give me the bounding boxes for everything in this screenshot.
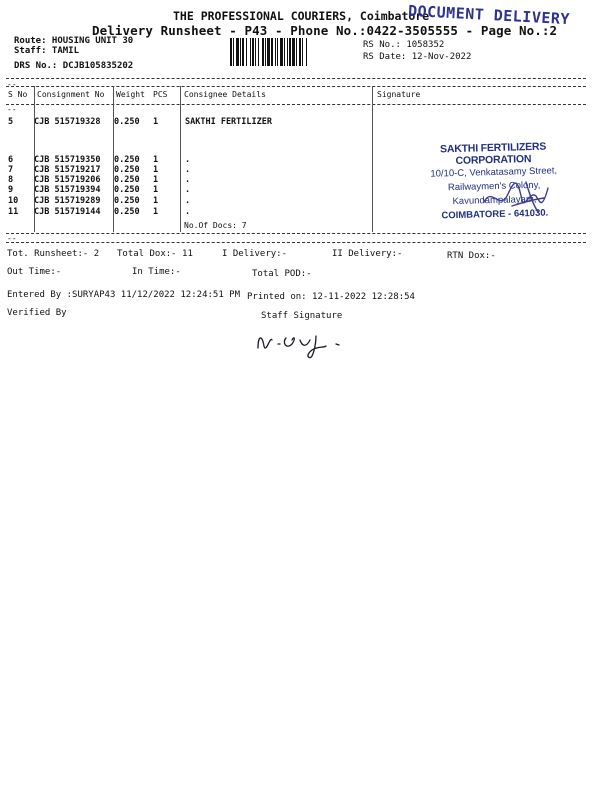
col-line bbox=[372, 86, 373, 232]
row-consignee: . bbox=[185, 165, 191, 175]
rs-number: RS No.: 1058352 bbox=[363, 40, 445, 50]
col-weight: Weight bbox=[116, 90, 145, 99]
route-label: Route: HOUSING UNIT 30 bbox=[14, 36, 134, 46]
row-consignee: . bbox=[185, 175, 191, 185]
barcode-bar bbox=[277, 38, 278, 66]
barcode-bar bbox=[284, 38, 285, 66]
row-weight: 0.250 bbox=[114, 196, 140, 206]
staff-signature-label: Staff Signature bbox=[261, 311, 343, 321]
row-consignee: . bbox=[185, 185, 191, 195]
row-consignment: CJB 515719328 bbox=[34, 117, 101, 127]
row-consignee: SAKTHI FERTILIZER bbox=[185, 117, 272, 127]
row-sno: 10 bbox=[8, 196, 19, 206]
rtn-dox: RTN Dox:- bbox=[447, 251, 496, 261]
out-time: Out Time:- bbox=[7, 267, 62, 277]
barcode-bar bbox=[236, 38, 239, 66]
row-pcs: 1 bbox=[153, 155, 159, 165]
row-sno: 6 bbox=[8, 155, 14, 165]
divider-marker: -- bbox=[7, 80, 17, 89]
row-consignment: CJB 515719217 bbox=[34, 165, 101, 175]
row-weight: 0.250 bbox=[114, 185, 140, 195]
stamp-address-3: COIMBATORE - 641030. bbox=[441, 207, 549, 222]
row-consignee: . bbox=[185, 196, 191, 206]
printed-on: Printed on: 12-11-2022 12:28:54 bbox=[247, 292, 415, 302]
barcode-bar bbox=[262, 38, 264, 66]
staff-signature bbox=[252, 326, 352, 362]
row-consignment: CJB 515719144 bbox=[34, 207, 101, 217]
in-time: In Time:- bbox=[132, 267, 181, 277]
tot-runsheet: Tot. Runsheet:- 2 bbox=[7, 249, 100, 259]
entered-by: Entered By :SURYAP43 11/12/2022 12:24:51 PM bbox=[7, 290, 240, 300]
col-signature: Signature bbox=[377, 90, 421, 99]
barcode-bar bbox=[280, 38, 283, 66]
barcode-bar bbox=[240, 38, 241, 66]
barcode-bar bbox=[299, 38, 301, 66]
row-consignee: . bbox=[185, 155, 191, 165]
barcode-bar bbox=[230, 38, 232, 66]
i-delivery: I Delivery:- bbox=[222, 249, 288, 259]
header-top-rule bbox=[6, 86, 586, 87]
row-sno: 8 bbox=[8, 175, 14, 185]
stamp-company-name: SAKTHI FERTILIZERS CORPORATION bbox=[439, 140, 547, 167]
row-pcs: 1 bbox=[153, 185, 159, 195]
row-weight: 0.250 bbox=[114, 165, 140, 175]
divider-marker-2: -- bbox=[7, 105, 17, 114]
barcode-bar bbox=[271, 38, 273, 66]
row-consignment: CJB 515719206 bbox=[34, 175, 101, 185]
barcode-bar bbox=[292, 38, 295, 66]
top-divider bbox=[6, 78, 586, 79]
row-consignment: CJB 515719394 bbox=[34, 185, 101, 195]
verified-by: Verified By bbox=[7, 308, 67, 318]
staff-label: Staff: TAMIL bbox=[14, 46, 80, 56]
rs-date: RS Date: 12-Nov-2022 bbox=[363, 52, 472, 62]
row-pcs: 1 bbox=[153, 165, 159, 175]
docs-count: No.Of Docs: 7 bbox=[184, 221, 247, 230]
barcode-bar bbox=[258, 38, 259, 66]
stamp-address-2: Railwaymen's Colony, Kavundampalayam, bbox=[447, 179, 541, 208]
row-weight: 0.250 bbox=[114, 117, 140, 127]
row-pcs: 1 bbox=[153, 196, 159, 206]
row-pcs: 1 bbox=[153, 207, 159, 217]
total-dox: Total Dox:- 11 bbox=[117, 249, 193, 259]
col-consignment: Consignment No bbox=[37, 90, 105, 99]
barcode-bar bbox=[306, 38, 307, 66]
col-consignee: Consignee Details bbox=[184, 90, 266, 99]
stamp-address-1: 10/10-C, Venkatasamy Street, bbox=[430, 165, 558, 180]
row-weight: 0.250 bbox=[114, 207, 140, 217]
row-sno: 5 bbox=[8, 117, 14, 127]
row-consignment: CJB 515719350 bbox=[34, 155, 101, 165]
divider-marker-3: -- bbox=[7, 234, 17, 243]
col-pcs: PCS bbox=[153, 90, 168, 99]
runsheet-title: Delivery Runsheet - P43 - Phone No.:0422-3505555 - Page No.:2 bbox=[92, 23, 558, 38]
barcode-bar bbox=[287, 38, 288, 66]
barcode-bar bbox=[242, 38, 244, 66]
row-consignee: . bbox=[185, 207, 191, 217]
row-pcs: 1 bbox=[153, 175, 159, 185]
row-weight: 0.250 bbox=[114, 155, 140, 165]
drs-number: DRS No.: DCJB105835202 bbox=[14, 61, 134, 71]
barcode-bar bbox=[252, 38, 254, 66]
total-pod: Total POD:- bbox=[252, 269, 312, 279]
row-weight: 0.250 bbox=[114, 175, 140, 185]
barcode-bar bbox=[302, 38, 303, 66]
header-bottom-rule bbox=[6, 104, 586, 105]
receiver-signature bbox=[478, 176, 558, 218]
company-line: THE PROFESSIONAL COURIERS, Coimbatore bbox=[173, 9, 430, 23]
row-consignment: CJB 515719289 bbox=[34, 196, 101, 206]
barcode-bar bbox=[255, 38, 256, 66]
document-delivery-stamp: DOCUMENT DELIVERY bbox=[407, 1, 571, 29]
barcode-bar bbox=[267, 38, 270, 66]
ii-delivery: II Delivery:- bbox=[332, 249, 403, 259]
barcode-bar bbox=[296, 38, 297, 66]
barcode bbox=[230, 38, 358, 66]
summary-top-rule bbox=[6, 242, 586, 243]
barcode-bar bbox=[246, 38, 247, 66]
barcode-bar bbox=[233, 38, 234, 66]
barcode-bar bbox=[265, 38, 266, 66]
barcode-bar bbox=[250, 38, 251, 66]
barcode-bar bbox=[275, 38, 276, 66]
barcode-bar bbox=[289, 38, 291, 66]
table-bottom-rule bbox=[6, 233, 586, 234]
row-pcs: 1 bbox=[153, 117, 159, 127]
row-sno: 9 bbox=[8, 185, 14, 195]
col-sno: S No bbox=[8, 90, 28, 99]
row-sno: 11 bbox=[8, 207, 19, 217]
row-sno: 7 bbox=[8, 165, 14, 175]
col-line bbox=[180, 86, 181, 232]
